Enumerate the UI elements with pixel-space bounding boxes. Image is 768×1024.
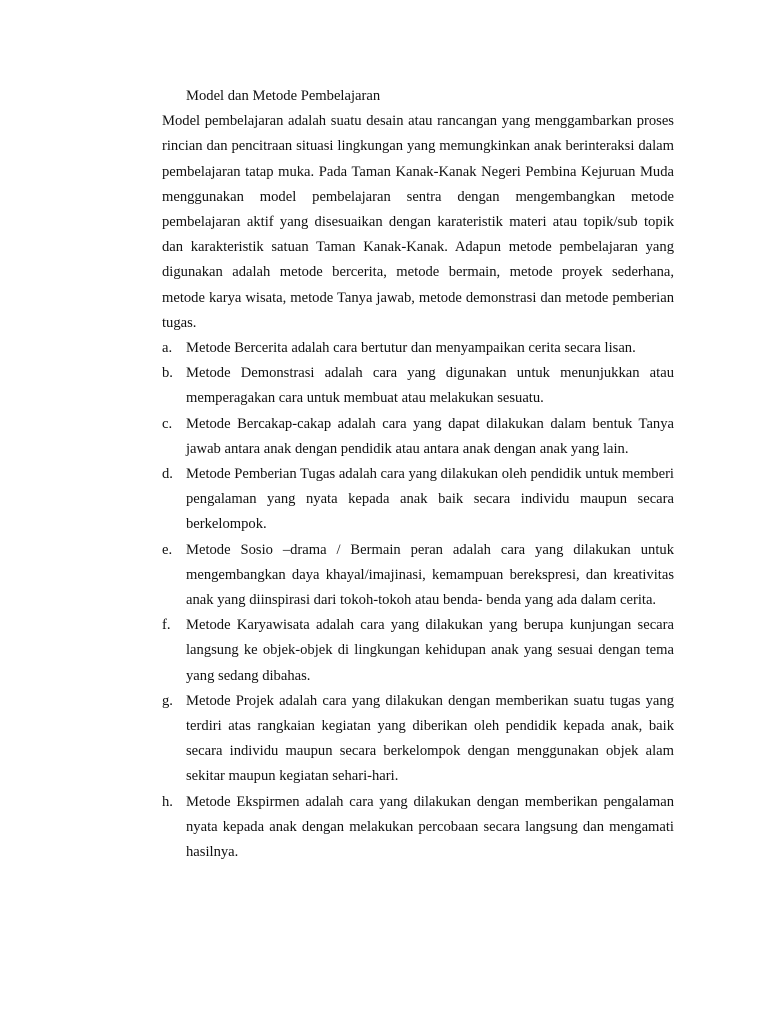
list-item-text: Metode Bercakap-cakap adalah cara yang dapat dilakukan dalam bentuk Tanya jawab antara anak dengan pendidik atau antara anak dengan anak yang lain. (186, 415, 674, 457)
list-item (162, 689, 674, 790)
intro-paragraph: Model pembelajaran adalah suatu desain atau rancangan yang menggambarkan proses rincian dan pencitraan situasi lingkungan yang memungkinkan anak berinteraksi dalam pembelajaran tatap muka. Pada Taman Kanak-Kanak Negeri Pembina Kejuruan Muda menggunakan model pembelajaran sentra dengan mengembangkan metode pembelajaran aktif yang disesuaikan dengan karateristik materi atau topik/sub topik dan karakteristik satuan Taman Kanak-Kanak. Adapun metode pembelajaran yang digunakan adalah metode bercerita, metode bermain, metode proyek sederhana, metode karya wisata, metode Tanya jawab, metode demonstrasi dan metode pemberian tugas. (162, 113, 674, 331)
list-item-text: Metode Bercerita adalah cara bertutur dan menyampaikan cerita secara lisan. (186, 340, 636, 357)
list-item-text: Metode Demonstrasi adalah cara yang digunakan untuk menunjukkan atau memperagakan cara untuk membuat atau melakukan sesuatu. (186, 365, 674, 407)
list-item (162, 790, 674, 866)
method-list (162, 336, 674, 865)
list-marker: e. (162, 541, 173, 558)
list-item (162, 361, 674, 411)
list-item-text: Metode Sosio –drama / Bermain peran adalah cara yang dilakukan untuk mengembangkan daya khayal/imajinasi, kemampuan berekspresi, dan kreativitas anak yang diinspirasi dari tokoh-tokoh atau benda- benda yang ada dalam cerita. (186, 541, 674, 609)
list-marker: a. (162, 340, 173, 357)
list-item (162, 462, 674, 538)
list-marker: b. (162, 365, 173, 382)
list-item-text: Metode Ekspirmen adalah cara yang dilakukan dengan memberikan pengalaman nyata kepada anak dengan melakukan percobaan secara langsung dan mengamati hasilnya. (186, 793, 674, 861)
list-item (162, 412, 674, 462)
list-marker: c. (162, 415, 173, 432)
list-marker: f. (162, 617, 171, 634)
list-item-text: Metode Projek adalah cara yang dilakukan dengan memberikan suatu tugas yang terdiri atas rangkaian kegiatan yang diberikan oleh pendidik kepada anak, baik secara individu maupun secara berkelompok dengan menggunakan objek alam sekitar maupun kegiatan sehari-hari. (186, 692, 674, 785)
list-marker: h. (162, 793, 173, 810)
document-page (162, 84, 674, 865)
list-marker: d. (162, 466, 173, 483)
list-item-text: Metode Karyawisata adalah cara yang dilakukan yang berupa kunjungan secara langsung ke objek-objek di lingkungan kehidupan anak yang sesuai dengan tema yang sedang dibahas. (186, 617, 674, 684)
list-marker: g. (162, 692, 173, 709)
list-item (162, 613, 674, 689)
section-title: Model dan Metode Pembelajaran (186, 88, 381, 104)
list-item (162, 336, 674, 361)
list-item-text: Metode Pemberian Tugas adalah cara yang dilakukan oleh pendidik untuk memberi pengalaman yang nyata kepada anak baik secara individu maupun secara berkelompok. (186, 466, 674, 533)
list-item (162, 538, 674, 614)
